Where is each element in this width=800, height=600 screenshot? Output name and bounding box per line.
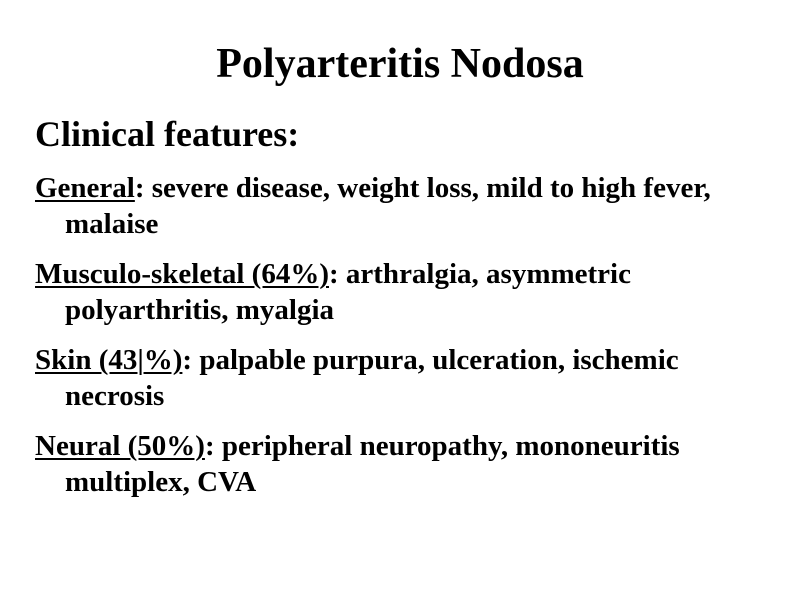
item-text: : severe disease, weight loss, mild to high fever, malaise: [65, 172, 711, 240]
list-item-general: [35, 170, 780, 242]
item-label: Skin (43|%): [35, 344, 183, 376]
slide-title: Polyarteritis Nodosa: [216, 41, 584, 87]
item-text: : arthralgia, asymmetric polyarthritis, myalgia: [65, 258, 631, 326]
list-item-neural: [35, 428, 780, 500]
section-heading: Clinical features:: [35, 114, 300, 154]
list-item-skin: [35, 342, 780, 414]
list-item-musculoskeletal: [35, 256, 780, 328]
item-text: : peripheral neuropathy, mononeuritis multiplex, CVA: [65, 430, 680, 498]
item-text: : palpable purpura, ulceration, ischemic necrosis: [65, 344, 679, 412]
item-label: Neural (50%): [35, 430, 205, 462]
feature-list: [35, 170, 780, 514]
item-label: General: [35, 172, 135, 204]
item-label: Musculo-skeletal (64%): [35, 258, 329, 290]
